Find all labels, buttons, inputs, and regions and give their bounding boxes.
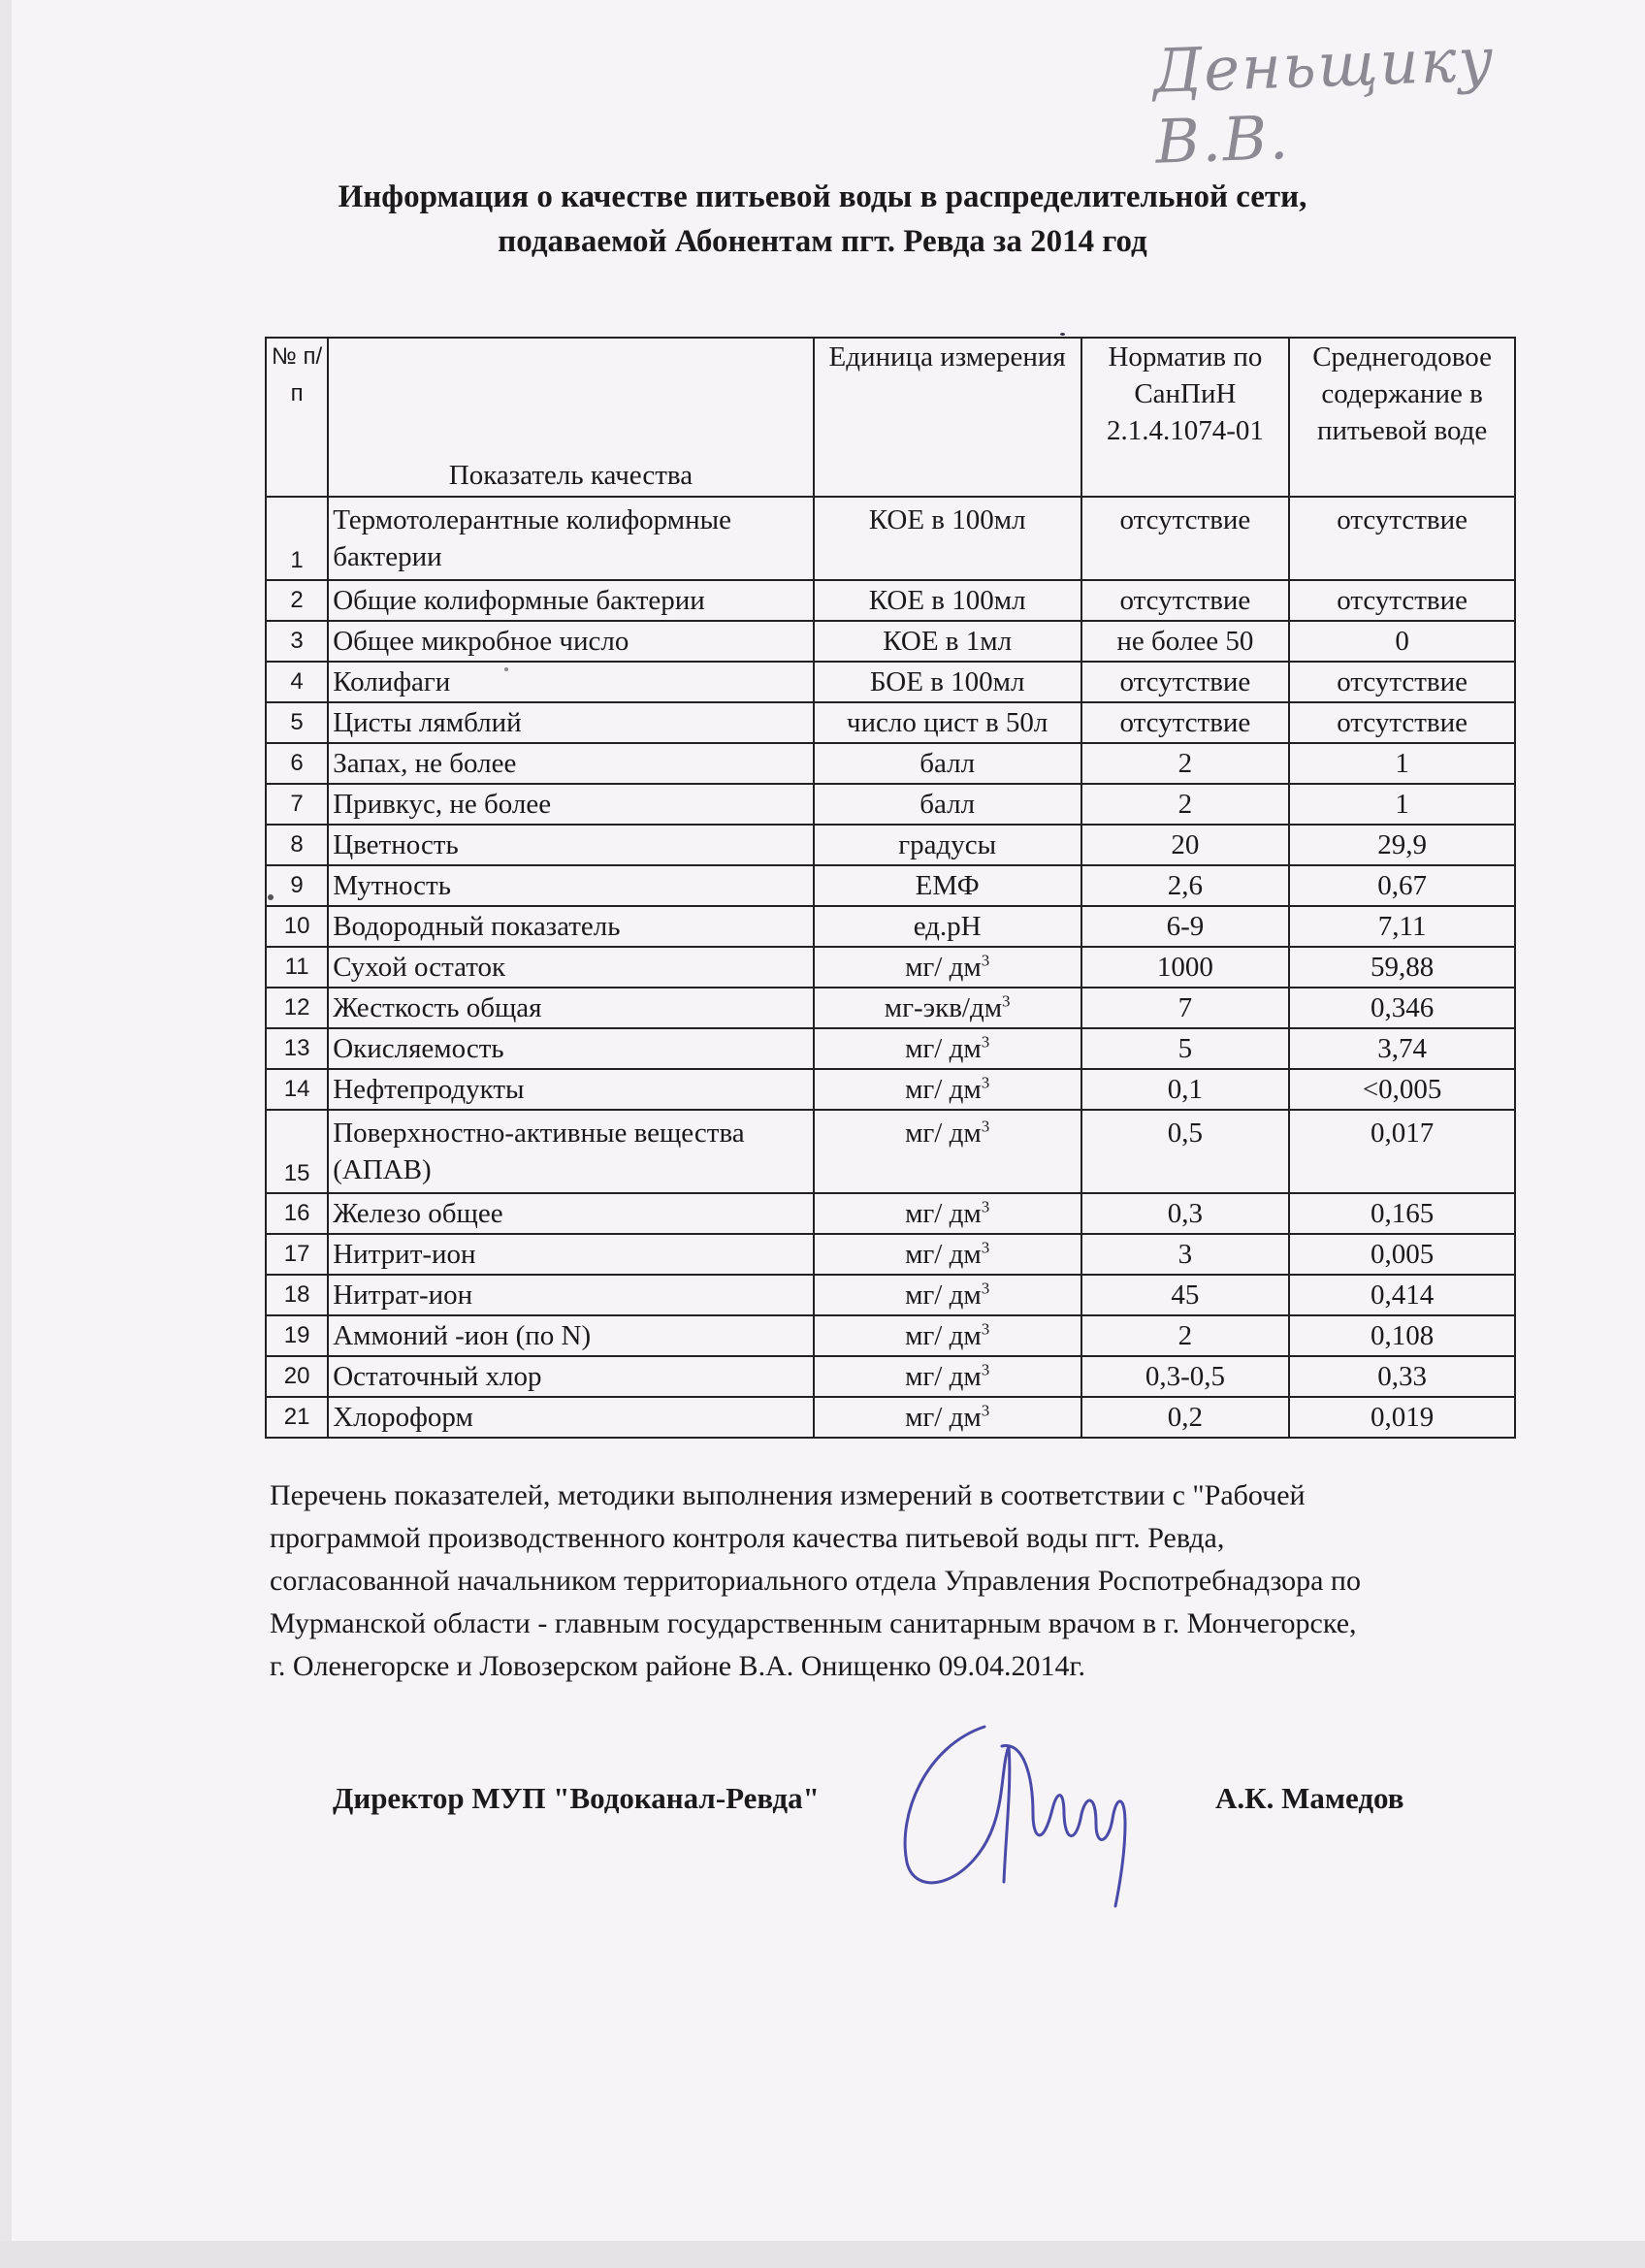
- handwritten-note: Деньщику В.В.: [1151, 23, 1497, 178]
- row-unit: [814, 1275, 1081, 1315]
- row-average-text: 0,017: [1370, 1118, 1435, 1149]
- row-norm-text: 0,5: [1167, 1118, 1204, 1149]
- row-num: [266, 865, 328, 906]
- row-average-text: отсутствие: [1337, 504, 1468, 535]
- row-average: [1289, 1193, 1515, 1234]
- row-indicator-text: Цветность: [333, 829, 459, 860]
- row-indicator: [328, 497, 814, 580]
- row-indicator-text: Хлороформ: [333, 1402, 473, 1433]
- unit-superscript: 3: [981, 1401, 990, 1420]
- unit-superscript: 3: [981, 1360, 990, 1379]
- table-row: [266, 1356, 1515, 1397]
- row-unit-text: мг/ дм: [905, 1361, 982, 1392]
- row-norm-text: 2: [1177, 1320, 1193, 1351]
- row-norm: [1081, 825, 1290, 865]
- signatory-name: А.К. Мамедов: [1215, 1781, 1404, 1815]
- row-average: [1289, 1028, 1515, 1069]
- header-unit: Единица измерения: [814, 338, 1081, 497]
- row-indicator-text: Аммоний -ион (по N): [333, 1320, 592, 1351]
- row-norm: [1081, 1356, 1290, 1397]
- row-indicator-text: Колифаги: [333, 666, 451, 697]
- row-average: [1289, 906, 1515, 947]
- row-norm: [1081, 1315, 1290, 1356]
- row-norm-text: 0,3-0,5: [1145, 1361, 1225, 1392]
- row-average-text: отсутствие: [1337, 585, 1468, 616]
- row-indicator-text: Окисляемость: [333, 1033, 504, 1064]
- row-indicator: [328, 988, 814, 1028]
- row-num-text: 14: [283, 1076, 310, 1102]
- row-indicator: [328, 1234, 814, 1275]
- row-average-text: 7,11: [1377, 911, 1427, 942]
- row-num-text: 19: [283, 1322, 310, 1348]
- table-row: [266, 1315, 1515, 1356]
- header-norm: Норматив по СанПиН 2.1.4.1074-01: [1081, 338, 1290, 497]
- row-indicator-text: Железо общее: [333, 1198, 503, 1229]
- row-norm-text: 2,6: [1167, 870, 1204, 901]
- table-body: [266, 497, 1515, 1438]
- row-norm-text: 0,3: [1167, 1198, 1204, 1229]
- row-unit: [814, 825, 1081, 865]
- table-row: [266, 1234, 1515, 1275]
- row-unit: [814, 1234, 1081, 1275]
- row-num-text: 10: [283, 913, 310, 939]
- row-unit: [814, 865, 1081, 906]
- row-unit-text: мг/ дм: [905, 1118, 982, 1149]
- row-average-text: 29,9: [1377, 829, 1427, 860]
- row-unit: [814, 1356, 1081, 1397]
- row-unit: [814, 1315, 1081, 1356]
- row-unit: [814, 1069, 1081, 1110]
- header-name: Показатель качества: [328, 338, 814, 497]
- row-indicator-text: Мутность: [333, 870, 451, 901]
- row-num-text: 16: [283, 1200, 310, 1226]
- row-indicator: [328, 825, 814, 865]
- row-norm-text: 2: [1177, 748, 1193, 779]
- row-indicator-text: Нитрат-ион: [333, 1280, 473, 1311]
- row-num-text: 9: [290, 872, 304, 898]
- row-num: [266, 825, 328, 865]
- row-indicator: [328, 1110, 814, 1193]
- row-norm: [1081, 702, 1290, 743]
- row-norm-text: 3: [1177, 1239, 1193, 1270]
- row-average: [1289, 1069, 1515, 1110]
- row-norm-text: отсутствие: [1119, 707, 1251, 738]
- paragraph-line-3: согласованной начальником территориального отдела Управления Роспотребнадзора по: [270, 1565, 1361, 1597]
- table-row: [266, 1193, 1515, 1234]
- row-norm: [1081, 497, 1290, 580]
- row-average: [1289, 497, 1515, 580]
- row-unit: [814, 947, 1081, 988]
- row-unit-text: КОЕ в 100мл: [868, 504, 1026, 535]
- row-unit-text: мг-экв/дм: [884, 992, 1003, 1023]
- row-indicator: [328, 947, 814, 988]
- table-row: [266, 1275, 1515, 1315]
- row-num: [266, 1275, 328, 1315]
- row-unit: [814, 662, 1081, 702]
- row-num-text: 11: [284, 954, 309, 980]
- row-unit: [814, 702, 1081, 743]
- row-num-text: 5: [290, 709, 304, 735]
- signatory-title: Директор МУП "Водоканал-Ревда": [333, 1781, 820, 1815]
- table-row: [266, 947, 1515, 988]
- row-num: [266, 662, 328, 702]
- row-indicator: [328, 1193, 814, 1234]
- row-unit-text: БОЕ в 100мл: [869, 666, 1025, 697]
- row-norm-text: 20: [1171, 829, 1200, 860]
- row-unit-text: ед.рН: [913, 911, 982, 942]
- row-unit-text: число цист в 50л: [846, 707, 1048, 738]
- row-num: [266, 621, 328, 662]
- methodology-paragraph: [270, 1474, 1531, 1688]
- unit-superscript: 3: [981, 1279, 990, 1298]
- row-average: [1289, 1315, 1515, 1356]
- row-average-text: отсутствие: [1337, 707, 1468, 738]
- row-norm-text: 7: [1177, 992, 1193, 1023]
- row-average: [1289, 1397, 1515, 1438]
- row-unit: [814, 906, 1081, 947]
- row-average: [1289, 580, 1515, 621]
- row-average: [1289, 865, 1515, 906]
- row-norm: [1081, 947, 1290, 988]
- row-num-text: 12: [283, 994, 310, 1021]
- unit-superscript: 3: [981, 1197, 990, 1216]
- row-average: [1289, 784, 1515, 825]
- row-unit-text: балл: [919, 789, 976, 820]
- row-indicator-text: Нитрит-ион: [333, 1239, 476, 1270]
- row-average-text: 0,33: [1377, 1361, 1427, 1392]
- row-average-text: <0,005: [1362, 1074, 1442, 1105]
- water-quality-table: [265, 337, 1516, 1439]
- row-num: [266, 1397, 328, 1438]
- row-norm: [1081, 906, 1290, 947]
- row-indicator-text: Запах, не более: [333, 748, 517, 779]
- table-row: [266, 865, 1515, 906]
- row-unit: [814, 580, 1081, 621]
- row-indicator-text: Нефтепродукты: [333, 1074, 525, 1105]
- row-norm: [1081, 988, 1290, 1028]
- row-average-text: 1: [1395, 789, 1409, 820]
- table-row: [266, 988, 1515, 1028]
- row-indicator: [328, 621, 814, 662]
- paragraph-line-1: Перечень показателей, методики выполнения измерений в соответствии с "Рабочей: [270, 1479, 1306, 1511]
- row-num-text: 8: [290, 831, 304, 858]
- row-norm: [1081, 1234, 1290, 1275]
- row-num: [266, 580, 328, 621]
- scan-edge-bottom: [0, 2241, 1645, 2268]
- row-average-text: 1: [1395, 748, 1409, 779]
- row-indicator-text: Термотолерантные колиформные бактерии: [333, 504, 731, 572]
- unit-superscript: 3: [981, 1117, 990, 1136]
- unit-superscript: 3: [1002, 991, 1011, 1011]
- row-average: [1289, 662, 1515, 702]
- scan-speck: [1060, 333, 1065, 336]
- row-norm: [1081, 1069, 1290, 1110]
- row-average: [1289, 1110, 1515, 1193]
- row-indicator: [328, 784, 814, 825]
- row-unit: [814, 784, 1081, 825]
- row-norm: [1081, 621, 1290, 662]
- unit-superscript: 3: [981, 1238, 990, 1257]
- table-row: [266, 497, 1515, 580]
- row-average-text: 3,74: [1377, 1033, 1427, 1064]
- row-num-text: 15: [283, 1160, 310, 1186]
- row-num: [266, 1193, 328, 1234]
- row-num-text: 17: [283, 1241, 310, 1267]
- row-average-text: 0,414: [1370, 1280, 1435, 1311]
- header-avg: Среднегодовое содержание в питьевой воде: [1289, 338, 1515, 497]
- row-norm-text: 1000: [1156, 952, 1213, 983]
- row-norm: [1081, 1397, 1290, 1438]
- row-average: [1289, 743, 1515, 784]
- row-indicator: [328, 1356, 814, 1397]
- row-num-text: 3: [290, 628, 304, 654]
- row-num: [266, 497, 328, 580]
- row-norm: [1081, 865, 1290, 906]
- table-row: [266, 1110, 1515, 1193]
- table-row: [266, 906, 1515, 947]
- table-row: [266, 743, 1515, 784]
- row-indicator-text: Водородный показатель: [333, 911, 621, 942]
- row-average-text: 0,108: [1370, 1320, 1435, 1351]
- row-indicator: [328, 1069, 814, 1110]
- row-average-text: 0,346: [1370, 992, 1435, 1023]
- row-average: [1289, 1275, 1515, 1315]
- table-row: [266, 784, 1515, 825]
- row-indicator-text: Остаточный хлор: [333, 1361, 542, 1392]
- row-indicator: [328, 1275, 814, 1315]
- row-num: [266, 1028, 328, 1069]
- row-unit-text: балл: [919, 748, 976, 779]
- paragraph-line-2: программой производственного контроля качества питьевой воды пгт. Ревда,: [270, 1522, 1225, 1554]
- row-average-text: 0: [1395, 626, 1409, 657]
- row-average: [1289, 825, 1515, 865]
- row-num-text: 1: [290, 547, 304, 573]
- table-row: [266, 1069, 1515, 1110]
- row-num-text: 20: [283, 1363, 310, 1389]
- row-norm-text: отсутствие: [1119, 504, 1251, 535]
- row-indicator-text: Общее микробное число: [333, 626, 629, 657]
- row-indicator: [328, 662, 814, 702]
- row-num-text: 21: [283, 1404, 310, 1430]
- handwritten-signature: [887, 1717, 1169, 1911]
- row-norm: [1081, 784, 1290, 825]
- row-unit-text: КОЕ в 100мл: [868, 585, 1026, 616]
- table-row: [266, 1028, 1515, 1069]
- row-indicator: [328, 1028, 814, 1069]
- row-average-text: 0,67: [1377, 870, 1427, 901]
- row-unit-text: мг/ дм: [905, 1074, 982, 1105]
- row-norm: [1081, 580, 1290, 621]
- row-average: [1289, 621, 1515, 662]
- row-indicator-text: Привкус, не более: [333, 789, 552, 820]
- row-indicator: [328, 1315, 814, 1356]
- scan-edge-left: [0, 0, 12, 2268]
- row-indicator-text: Сухой остаток: [333, 952, 506, 983]
- row-num: [266, 1234, 328, 1275]
- row-average: [1289, 988, 1515, 1028]
- unit-superscript: 3: [981, 1073, 990, 1092]
- row-unit-text: мг/ дм: [905, 1280, 982, 1311]
- row-unit-text: мг/ дм: [905, 1239, 982, 1270]
- row-unit-text: КОЕ в 1мл: [883, 626, 1013, 657]
- row-indicator-text: Общие колиформные бактерии: [333, 585, 705, 616]
- table-row: [266, 702, 1515, 743]
- row-indicator-text: Цисты лямблий: [333, 707, 522, 738]
- row-indicator: [328, 906, 814, 947]
- row-average-text: 0,165: [1370, 1198, 1435, 1229]
- row-unit: [814, 1193, 1081, 1234]
- row-norm-text: 0,2: [1167, 1402, 1204, 1433]
- row-num: [266, 947, 328, 988]
- row-unit-text: мг/ дм: [905, 1320, 982, 1351]
- row-num-text: 6: [290, 750, 304, 776]
- row-unit: [814, 988, 1081, 1028]
- row-num: [266, 1356, 328, 1397]
- table-row: [266, 621, 1515, 662]
- row-norm: [1081, 743, 1290, 784]
- row-average: [1289, 947, 1515, 988]
- row-unit-text: мг/ дм: [905, 1198, 982, 1229]
- row-norm-text: 5: [1177, 1033, 1193, 1064]
- unit-superscript: 3: [981, 1032, 990, 1052]
- row-norm: [1081, 1028, 1290, 1069]
- scan-speck: [504, 667, 508, 671]
- row-num: [266, 1315, 328, 1356]
- row-norm-text: отсутствие: [1119, 585, 1251, 616]
- row-norm-text: не более 50: [1116, 626, 1254, 657]
- table-row: [266, 1397, 1515, 1438]
- row-indicator: [328, 865, 814, 906]
- row-unit-text: градусы: [898, 829, 997, 860]
- paragraph-line-4: Мурманской области - главным государственным санитарным врачом в г. Мончегорске,: [270, 1607, 1357, 1639]
- row-average: [1289, 1234, 1515, 1275]
- paragraph-line-5: г. Оленегорске и Ловозерском районе В.А. Онищенко 09.04.2014г.: [270, 1650, 1085, 1682]
- row-unit: [814, 743, 1081, 784]
- row-num: [266, 906, 328, 947]
- row-unit: [814, 1028, 1081, 1069]
- row-average-text: 59,88: [1370, 952, 1435, 983]
- row-norm: [1081, 1275, 1290, 1315]
- row-num-text: 4: [290, 668, 304, 695]
- header-num: № п/п: [266, 338, 328, 497]
- table-row: [266, 662, 1515, 702]
- row-unit: [814, 1110, 1081, 1193]
- row-average-text: 0,005: [1370, 1239, 1435, 1270]
- row-unit: [814, 621, 1081, 662]
- row-norm-text: 0,1: [1167, 1074, 1204, 1105]
- title-line-2: подаваемой Абонентам пгт. Ревда за 2014 год: [498, 224, 1147, 259]
- row-unit-text: мг/ дм: [905, 1402, 982, 1433]
- table-row: [266, 580, 1515, 621]
- row-unit: [814, 1397, 1081, 1438]
- document-title: [0, 175, 1645, 264]
- row-norm-text: 45: [1171, 1280, 1200, 1311]
- row-indicator: [328, 743, 814, 784]
- row-num-text: 2: [290, 587, 304, 613]
- row-num-text: 7: [290, 791, 304, 817]
- row-norm: [1081, 1193, 1290, 1234]
- row-average-text: отсутствие: [1337, 666, 1468, 697]
- row-indicator: [328, 1397, 814, 1438]
- row-indicator-text: Жесткость общая: [333, 992, 542, 1023]
- table-row: [266, 825, 1515, 865]
- row-norm: [1081, 662, 1290, 702]
- row-norm: [1081, 1110, 1290, 1193]
- row-num: [266, 1110, 328, 1193]
- row-norm-text: отсутствие: [1119, 666, 1251, 697]
- row-unit-text: мг/ дм: [905, 1033, 982, 1064]
- row-num: [266, 988, 328, 1028]
- row-num-text: 18: [283, 1281, 310, 1308]
- row-average: [1289, 702, 1515, 743]
- row-num: [266, 784, 328, 825]
- row-average-text: 0,019: [1370, 1402, 1435, 1433]
- unit-superscript: 3: [981, 1319, 990, 1339]
- row-indicator: [328, 702, 814, 743]
- table-header-row: [266, 338, 1515, 497]
- unit-superscript: 3: [981, 951, 990, 970]
- scan-speck: [268, 894, 274, 900]
- row-num-text: 13: [283, 1035, 310, 1061]
- row-num: [266, 1069, 328, 1110]
- title-line-1: Информация о качестве питьевой воды в распределительной сети,: [338, 179, 1307, 214]
- row-indicator: [328, 580, 814, 621]
- row-unit: [814, 497, 1081, 580]
- row-num: [266, 702, 328, 743]
- row-unit-text: мг/ дм: [905, 952, 982, 983]
- row-average: [1289, 1356, 1515, 1397]
- row-unit-text: ЕМФ: [915, 870, 980, 901]
- row-norm-text: 2: [1177, 789, 1193, 820]
- row-indicator-text: Поверхностно-активные вещества (АПАВ): [333, 1118, 745, 1185]
- row-norm-text: 6-9: [1166, 911, 1205, 942]
- row-num: [266, 743, 328, 784]
